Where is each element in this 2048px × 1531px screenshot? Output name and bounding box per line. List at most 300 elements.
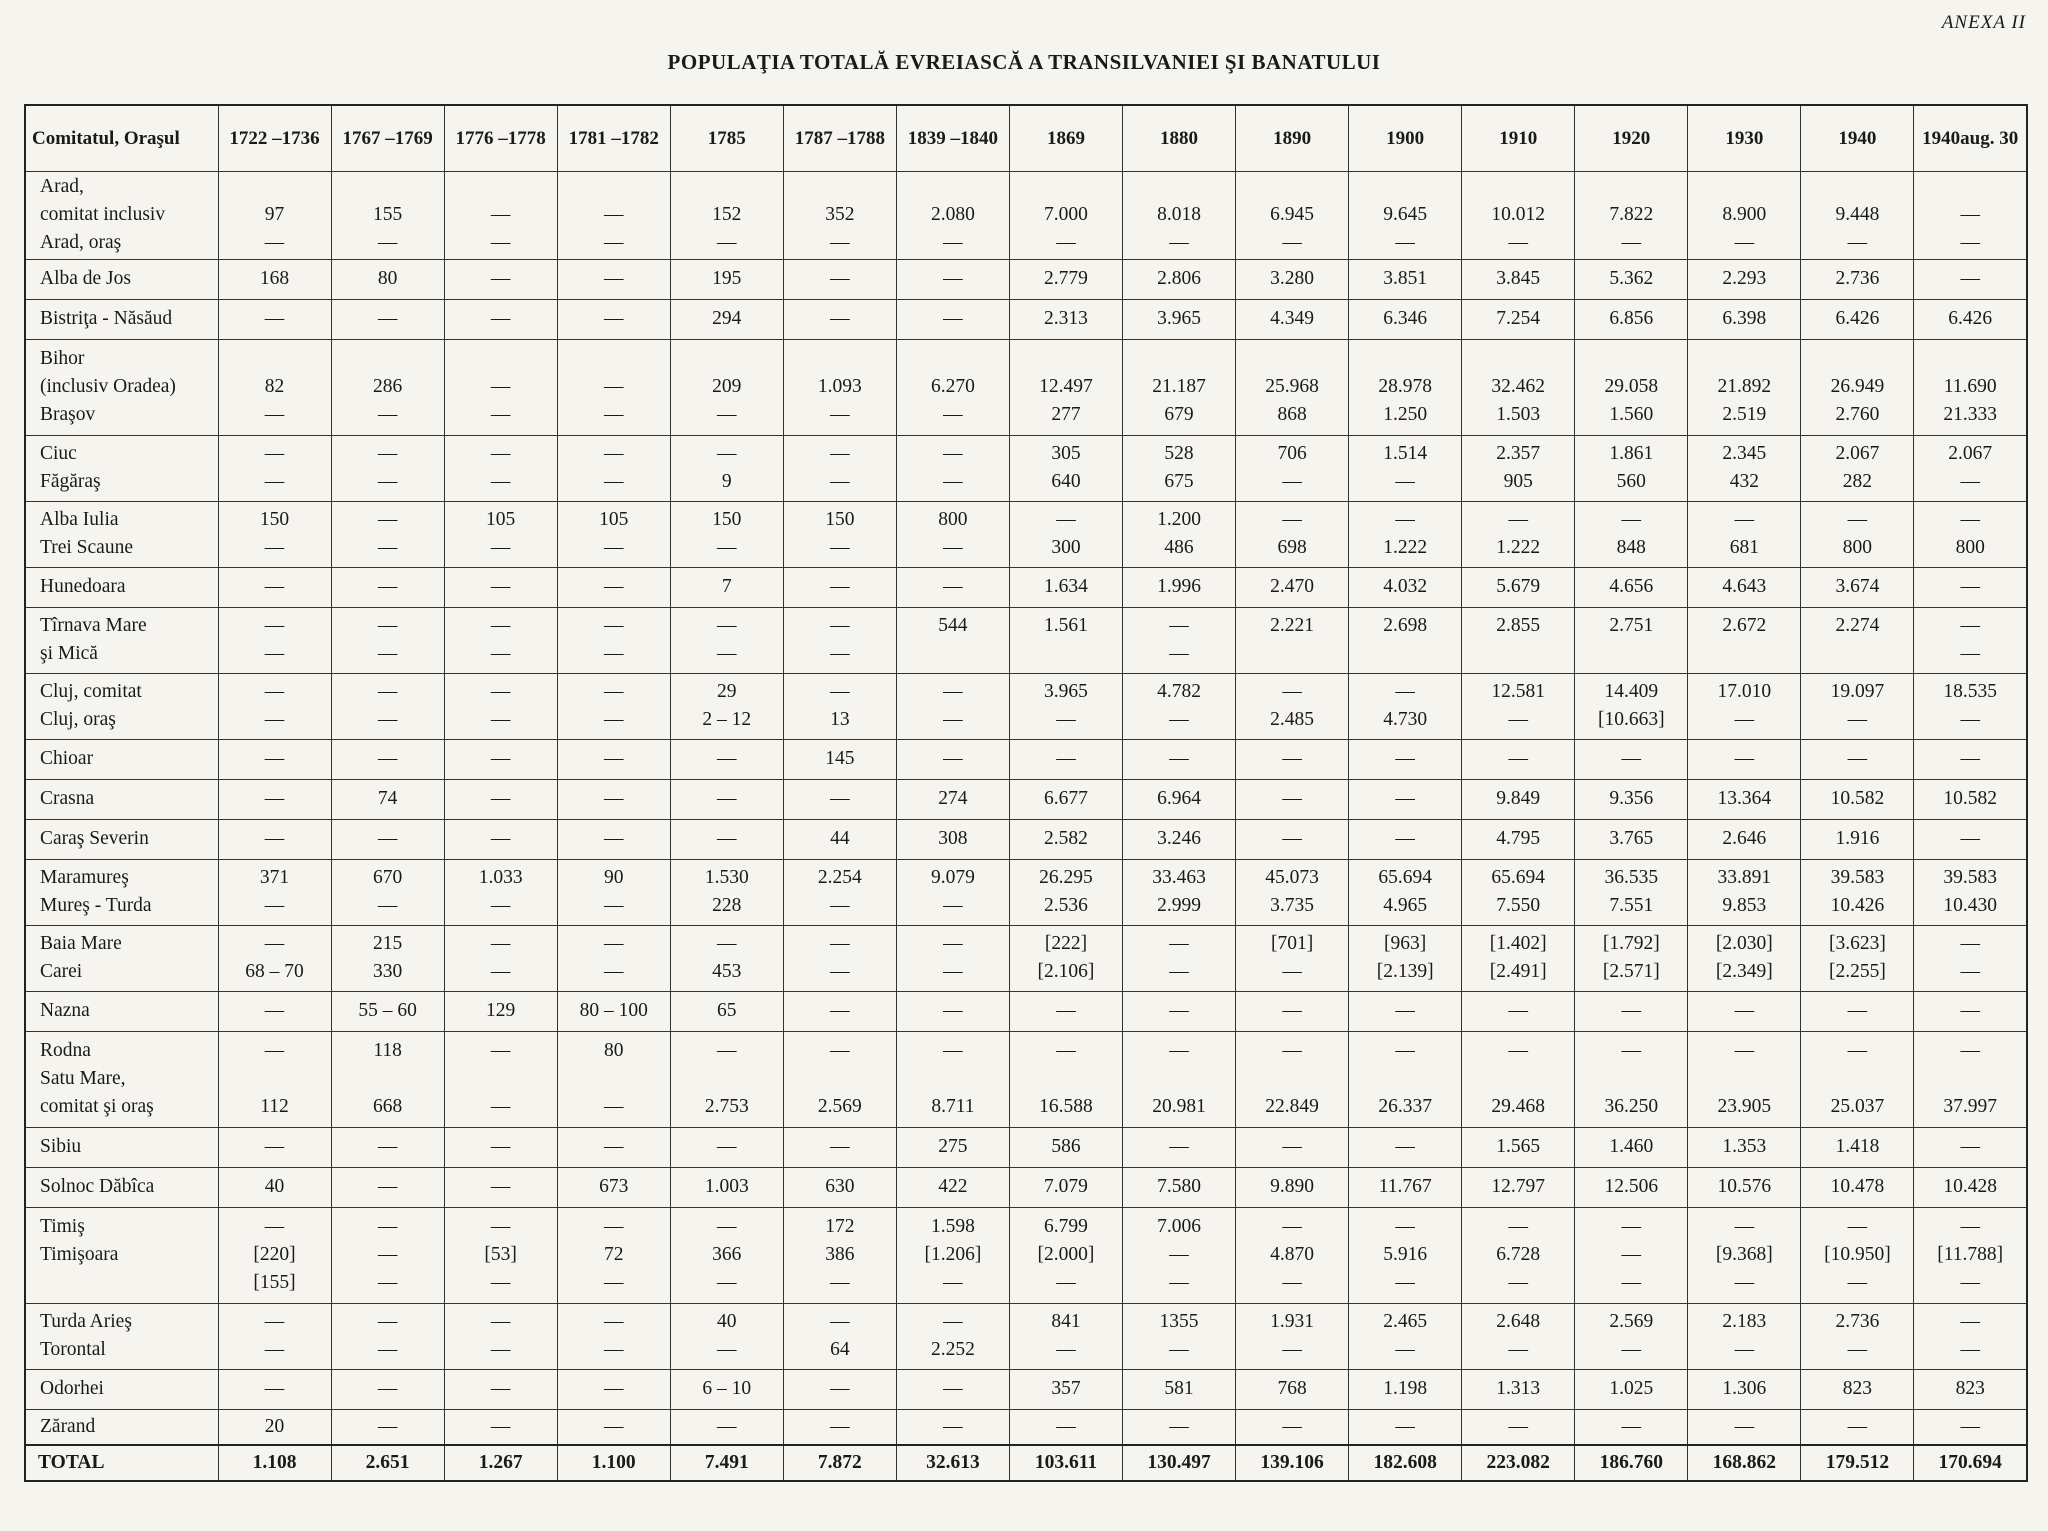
cell-line: 68 – 70 <box>245 961 304 982</box>
region-name-cell <box>25 859 218 925</box>
population-cell <box>783 673 896 739</box>
cell-line: — <box>603 1136 624 1157</box>
population-cell <box>331 299 444 339</box>
cell-line: — <box>490 204 511 225</box>
cell-line: — <box>1282 1339 1302 1360</box>
column-header-period <box>1801 105 1914 171</box>
cell-line: — <box>1508 1216 1528 1237</box>
cell-line <box>673 345 781 373</box>
cell-line: 112 <box>260 1096 289 1117</box>
cell-line: — <box>1621 1040 1642 1061</box>
population-cell <box>1688 1167 1801 1207</box>
cell-line: 4.730 <box>1383 709 1428 730</box>
population-cell <box>1009 1207 1122 1303</box>
population-cell <box>331 739 444 779</box>
population-cell <box>783 299 896 339</box>
cell-line: 2 – 12 <box>702 709 752 730</box>
cell-line: — <box>1395 1272 1415 1293</box>
cell-line: — <box>943 232 963 253</box>
cell-line: — <box>1508 1272 1528 1293</box>
population-cell <box>1009 299 1122 339</box>
cell-line: 11.690 <box>1943 376 1997 397</box>
cell-line: — <box>1056 1000 1076 1021</box>
cell-line <box>334 345 442 373</box>
cell-line: — <box>1056 1040 1076 1061</box>
cell-line: 823 <box>1842 1378 1873 1399</box>
cell-line: — <box>490 748 511 769</box>
population-cell <box>1688 673 1801 739</box>
cell-line: [155] <box>253 1272 296 1293</box>
cell-line: 486 <box>1164 537 1194 558</box>
cell-line: 12.506 <box>1604 1176 1659 1197</box>
population-cell <box>896 925 1009 991</box>
total-value: 186.760 <box>1575 1445 1688 1481</box>
population-cell <box>1123 299 1236 339</box>
total-value: 130.497 <box>1123 1445 1236 1481</box>
cell-line: 277 <box>1051 404 1081 425</box>
header-line: 1920 <box>1612 127 1651 149</box>
cell-line: [1.206] <box>924 1244 982 1265</box>
population-cell <box>444 1303 557 1369</box>
header-line: 1940 <box>1922 127 1961 149</box>
population-cell <box>1801 567 1914 607</box>
population-cell <box>444 339 557 435</box>
cell-line: — <box>490 788 511 809</box>
population-cell <box>896 299 1009 339</box>
cell-line <box>560 345 668 373</box>
cell-line: 3.765 <box>1609 828 1654 849</box>
population-cell <box>1462 1167 1575 1207</box>
header-line: 1785 <box>707 127 746 149</box>
cell-line: 2.736 <box>1835 268 1880 289</box>
population-cell <box>1801 1127 1914 1167</box>
population-cell <box>1349 171 1462 259</box>
cell-line: 1.916 <box>1835 828 1880 849</box>
cell-line: [2.571] <box>1602 961 1660 982</box>
population-cell <box>1349 259 1462 299</box>
cell-line: — <box>1734 1339 1755 1360</box>
cell-line: — <box>603 1272 624 1293</box>
cell-line: — <box>377 308 398 329</box>
cell-line: — <box>377 1244 398 1265</box>
population-cell <box>1123 859 1236 925</box>
cell-line: — <box>1056 509 1076 530</box>
cell-line: 3.851 <box>1383 268 1428 289</box>
cell-line: 44 <box>830 828 850 849</box>
cell-line: Tîrnava Mare <box>40 615 147 636</box>
cell-line: — <box>830 1272 850 1293</box>
cell-line: — <box>1960 1216 1980 1237</box>
cell-line: 29 <box>717 681 737 702</box>
cell-line: 706 <box>1277 443 1307 464</box>
population-cell <box>331 435 444 501</box>
cell-line: 13.364 <box>1717 788 1772 809</box>
population-cell <box>1123 819 1236 859</box>
population-cell <box>1462 259 1575 299</box>
cell-line: 10.426 <box>1830 895 1885 916</box>
cell-line: 848 <box>1616 537 1646 558</box>
population-cell <box>1236 739 1349 779</box>
cell-line: 3.674 <box>1835 576 1880 597</box>
cell-line: 21.892 <box>1717 376 1772 397</box>
population-cell <box>557 819 670 859</box>
cell-line: — <box>830 308 850 329</box>
population-cell <box>1349 673 1462 739</box>
population-cell <box>670 779 783 819</box>
population-cell <box>670 673 783 739</box>
population-cell <box>1575 1303 1688 1369</box>
cell-line: — <box>490 443 511 464</box>
population-cell <box>1123 1303 1236 1369</box>
cell-line <box>1012 173 1120 201</box>
cell-line: — <box>1960 471 1980 492</box>
cell-line: 357 <box>1051 1378 1081 1399</box>
cell-line: — <box>377 643 398 664</box>
population-cell <box>783 259 896 299</box>
cell-line: — <box>830 1415 850 1437</box>
cell-line: 1.200 <box>1157 509 1201 530</box>
population-cell <box>1575 739 1688 779</box>
population-cell <box>444 739 557 779</box>
cell-line: 64 <box>830 1339 850 1360</box>
header-line: 1788 <box>846 127 885 149</box>
cell-line: [1.402] <box>1489 933 1547 954</box>
population-cell <box>1462 607 1575 673</box>
cell-line: 274 <box>938 788 968 809</box>
region-name-cell <box>25 673 218 739</box>
column-header-period <box>1236 105 1349 171</box>
population-cell <box>1801 1303 1914 1369</box>
population-cell <box>444 1207 557 1303</box>
cell-line: — <box>603 643 624 664</box>
cell-line: — <box>1395 788 1415 809</box>
cell-line: 675 <box>1164 471 1194 492</box>
population-cell <box>1349 435 1462 501</box>
cell-line <box>1916 173 2024 201</box>
population-cell <box>1236 1207 1349 1303</box>
cell-line: — <box>264 895 285 916</box>
cell-line: 19.097 <box>1830 681 1885 702</box>
cell-line: 7.006 <box>1157 1216 1201 1237</box>
population-cell <box>670 339 783 435</box>
cell-line: 33.463 <box>1152 867 1206 888</box>
cell-line: — <box>603 709 624 730</box>
cell-line: [10.663] <box>1597 709 1665 730</box>
cell-line: — <box>1621 1000 1642 1021</box>
cell-line <box>1690 173 1798 201</box>
cell-line: 823 <box>1955 1378 1985 1399</box>
table-row <box>25 1369 2027 1409</box>
population-cell <box>331 991 444 1031</box>
cell-line: — <box>603 471 624 492</box>
region-name-cell <box>25 1031 218 1127</box>
population-cell <box>1123 1127 1236 1167</box>
cell-line: — <box>377 537 398 558</box>
cell-line: 6.426 <box>1948 308 1993 329</box>
cell-line: — <box>377 232 398 253</box>
table-row <box>25 435 2027 501</box>
cell-line: 228 <box>712 895 742 916</box>
cell-line: 150 <box>825 509 855 530</box>
cell-line: 7.000 <box>1044 204 1088 225</box>
population-cell <box>1009 673 1122 739</box>
population-cell <box>218 171 331 259</box>
cell-line: 10.430 <box>1943 895 1998 916</box>
cell-line: Satu Mare, <box>40 1068 126 1089</box>
population-cell <box>557 171 670 259</box>
cell-line: 28.978 <box>1378 376 1432 397</box>
cell-line: — <box>490 895 511 916</box>
cell-line: — <box>1734 1216 1755 1237</box>
cell-line: — <box>1960 961 1980 982</box>
population-cell <box>1914 1207 2027 1303</box>
cell-line: Caraş Severin <box>40 828 149 849</box>
region-name-cell <box>25 501 218 567</box>
cell-line: — <box>490 1378 511 1399</box>
cell-line: 2.582 <box>1044 828 1088 849</box>
population-cell <box>218 1127 331 1167</box>
header-line: 1839 – <box>907 127 961 149</box>
population-cell <box>557 607 670 673</box>
cell-line: 1.598 <box>930 1216 975 1237</box>
cell-line: — <box>830 961 850 982</box>
population-cell <box>670 607 783 673</box>
population-cell <box>783 739 896 779</box>
cell-line: Sibiu <box>40 1136 82 1157</box>
cell-line: — <box>1395 1415 1415 1437</box>
cell-line: 560 <box>1616 471 1646 492</box>
cell-line: 668 <box>372 1096 403 1117</box>
cell-line: — <box>717 1339 737 1360</box>
population-cell <box>1236 859 1349 925</box>
cell-line: 65.694 <box>1491 867 1546 888</box>
cell-line: — <box>943 961 963 982</box>
population-cell <box>783 339 896 435</box>
cell-line <box>1012 640 1120 668</box>
population-cell <box>670 1207 783 1303</box>
cell-line: [3.623] <box>1828 933 1886 954</box>
population-cell <box>1123 171 1236 259</box>
population-cell <box>1462 339 1575 435</box>
cell-line <box>899 640 1007 668</box>
population-cell <box>1801 925 1914 991</box>
cell-line: 1.003 <box>704 1176 749 1197</box>
cell-line: — <box>1169 1415 1189 1437</box>
cell-line: — <box>377 1136 398 1157</box>
population-cell <box>1688 171 1801 259</box>
cell-line: — <box>1960 1136 1980 1157</box>
cell-line <box>786 173 894 201</box>
cell-line: — <box>1169 709 1189 730</box>
cell-line: — <box>943 268 963 289</box>
cell-line: 1.313 <box>1496 1378 1541 1399</box>
cell-line: — <box>830 1136 850 1157</box>
cell-line: 2.646 <box>1722 828 1767 849</box>
cell-line: — <box>264 1311 285 1332</box>
cell-line: — <box>264 404 285 425</box>
cell-line: 1.222 <box>1383 537 1428 558</box>
cell-line: — <box>1847 1339 1868 1360</box>
cell-line: [1.792] <box>1602 933 1660 954</box>
population-cell <box>1349 1369 1462 1409</box>
header-line: 1781 – <box>568 127 621 149</box>
cell-line: 4.782 <box>1157 681 1201 702</box>
cell-line: — <box>1960 576 1980 597</box>
cell-line: 6.856 <box>1609 308 1654 329</box>
population-cell <box>1801 1207 1914 1303</box>
cell-line: — <box>943 576 963 597</box>
cell-line: — <box>264 748 285 769</box>
cell-line <box>1464 345 1572 373</box>
population-cell <box>1123 925 1236 991</box>
cell-line: 6.398 <box>1722 308 1767 329</box>
cell-line <box>1125 1065 1233 1093</box>
population-cell <box>1123 1207 1236 1303</box>
cell-line: — <box>377 828 398 849</box>
cell-line <box>1577 345 1685 373</box>
header-line: Comitatul, Oraşul <box>32 127 180 149</box>
cell-line: 2.313 <box>1044 308 1088 329</box>
cell-line: — <box>1056 748 1076 769</box>
population-cell <box>896 1409 1009 1445</box>
cell-line: 305 <box>1051 443 1081 464</box>
population-cell <box>1236 1409 1349 1445</box>
population-cell <box>896 339 1009 435</box>
region-name-cell <box>25 435 218 501</box>
cell-line <box>1351 640 1459 668</box>
population-cell <box>1914 859 2027 925</box>
header-line: 1840 <box>960 127 999 149</box>
population-cell <box>444 1167 557 1207</box>
cell-line: — <box>603 268 624 289</box>
population-table <box>24 104 2028 1482</box>
total-value: 103.611 <box>1009 1445 1122 1481</box>
population-cell <box>1801 779 1914 819</box>
header-line: 1769 <box>394 127 433 149</box>
population-cell <box>557 673 670 739</box>
cell-line: 1.514 <box>1383 443 1428 464</box>
cell-line: Chioar <box>40 748 94 769</box>
cell-line: 45.073 <box>1265 867 1319 888</box>
cell-line: — <box>1056 1272 1076 1293</box>
population-cell <box>557 501 670 567</box>
population-cell <box>896 819 1009 859</box>
population-cell <box>783 567 896 607</box>
cell-line: şi Mică <box>40 643 98 664</box>
population-cell <box>1914 1031 2027 1127</box>
cell-line <box>221 1065 329 1093</box>
cell-line: 21.187 <box>1152 376 1206 397</box>
cell-line: 17.010 <box>1717 681 1772 702</box>
population-cell <box>218 607 331 673</box>
population-cell <box>1123 673 1236 739</box>
population-cell <box>670 501 783 567</box>
cell-line: 25.968 <box>1265 376 1319 397</box>
cell-line: 3.965 <box>1157 308 1201 329</box>
cell-line: — <box>1960 643 1980 664</box>
cell-line: — <box>1282 232 1302 253</box>
cell-line: — <box>830 933 850 954</box>
population-cell <box>218 991 331 1031</box>
cell-line: 2.648 <box>1496 1311 1541 1332</box>
cell-line: — <box>490 933 511 954</box>
cell-line: — <box>1847 748 1868 769</box>
population-cell <box>1688 1127 1801 1167</box>
cell-line <box>447 1065 555 1093</box>
population-cell <box>896 1127 1009 1167</box>
population-cell <box>783 779 896 819</box>
cell-line: 2.672 <box>1722 615 1767 636</box>
cell-line: — <box>1960 615 1980 636</box>
column-header-period <box>444 105 557 171</box>
population-cell <box>1575 1167 1688 1207</box>
cell-line: 5.362 <box>1609 268 1654 289</box>
cell-line <box>334 1065 442 1093</box>
cell-line: — <box>943 1311 963 1332</box>
region-name-cell <box>25 739 218 779</box>
cell-line: 152 <box>712 204 742 225</box>
population-cell <box>1575 819 1688 859</box>
region-name-cell <box>25 299 218 339</box>
cell-line: — <box>490 232 511 253</box>
population-cell <box>1575 299 1688 339</box>
cell-line: — <box>1847 1000 1868 1021</box>
population-cell <box>1349 1127 1462 1167</box>
cell-line: — <box>1847 1415 1868 1437</box>
cell-line: 1.996 <box>1157 576 1201 597</box>
cell-line: — <box>717 643 737 664</box>
cell-line <box>1916 1065 2024 1093</box>
cell-line: 36.535 <box>1604 867 1659 888</box>
cell-line: 97 <box>264 204 285 225</box>
cell-line: 1.353 <box>1722 1136 1767 1157</box>
population-cell <box>1236 1127 1349 1167</box>
population-cell <box>1462 779 1575 819</box>
header-line: 1940 <box>1838 127 1877 149</box>
cell-line: — <box>490 1415 511 1437</box>
cell-line: — <box>830 681 850 702</box>
cell-line: 286 <box>372 376 403 397</box>
cell-line: 6 – 10 <box>702 1378 752 1399</box>
region-name-cell <box>25 259 218 299</box>
population-cell <box>783 1409 896 1445</box>
cell-line: — <box>1169 1136 1189 1157</box>
cell-line: 294 <box>712 308 742 329</box>
cell-line: — <box>264 643 285 664</box>
population-cell <box>896 779 1009 819</box>
cell-line: 4.643 <box>1722 576 1767 597</box>
population-cell <box>331 501 444 567</box>
cell-line: — <box>1960 509 1980 530</box>
cell-line: 32.462 <box>1491 376 1546 397</box>
population-cell <box>331 925 444 991</box>
cell-line: 16.588 <box>1039 1096 1093 1117</box>
population-cell <box>218 339 331 435</box>
population-cell <box>1801 435 1914 501</box>
cell-line: 195 <box>712 268 742 289</box>
population-cell <box>218 1031 331 1127</box>
cell-line: — <box>1282 1000 1302 1021</box>
cell-line: — <box>377 681 398 702</box>
total-value: 1.100 <box>557 1445 670 1481</box>
population-cell <box>1801 339 1914 435</box>
population-cell <box>1688 739 1801 779</box>
cell-line: Alba de Jos <box>40 268 131 289</box>
cell-line: 3.965 <box>1044 681 1088 702</box>
table-row <box>25 991 2027 1031</box>
population-cell <box>218 1167 331 1207</box>
cell-line: — <box>943 443 963 464</box>
